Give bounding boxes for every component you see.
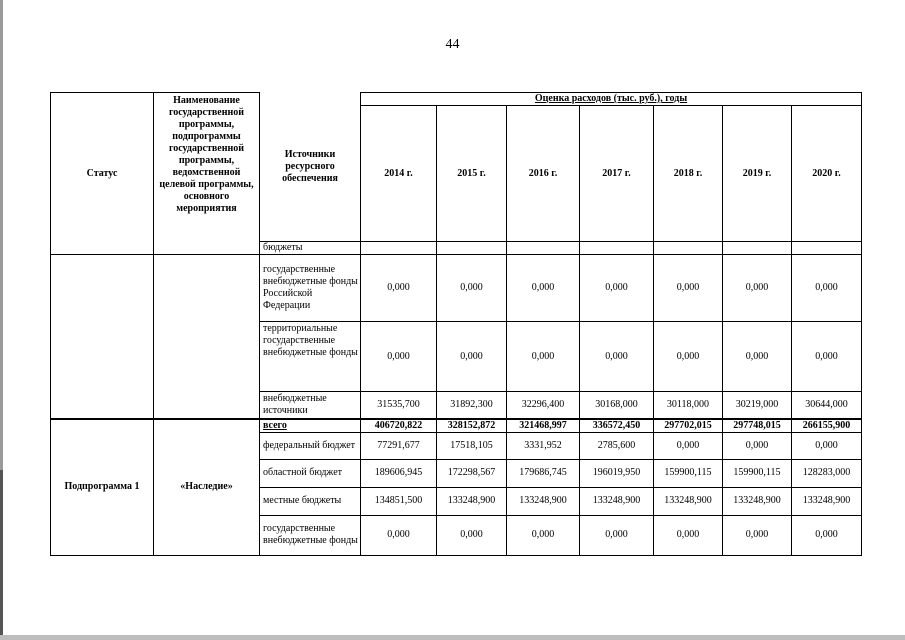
status-cell-empty (51, 255, 154, 419)
value-cell: 32296,400 (507, 392, 580, 419)
source-label: всего (260, 419, 361, 433)
year-2017: 2017 г. (580, 106, 654, 242)
header-sources: Источники ресурсного обеспечения (260, 93, 361, 242)
value-cell: 17518,105 (437, 432, 507, 459)
value-cell: 297702,015 (654, 419, 723, 433)
value-cell: 406720,822 (361, 419, 437, 433)
value-cell: 0,000 (654, 322, 723, 392)
value-cell: 0,000 (437, 515, 507, 555)
value-cell: 0,000 (723, 432, 792, 459)
value-cell: 133248,900 (507, 487, 580, 515)
value-cell (654, 242, 723, 255)
value-cell: 0,000 (580, 255, 654, 322)
value-cell: 266155,900 (792, 419, 862, 433)
header-row-1 (51, 93, 862, 106)
value-cell: 0,000 (723, 255, 792, 322)
value-cell: 0,000 (361, 515, 437, 555)
value-cell: 189606,945 (361, 459, 437, 487)
header-status: Статус (51, 93, 154, 255)
value-cell: 0,000 (437, 322, 507, 392)
value-cell: 3331,952 (507, 432, 580, 459)
header-expenses-group: Оценка расходов (тыс. руб.), годы (361, 93, 862, 106)
table-row-total (51, 419, 862, 433)
value-cell: 0,000 (654, 432, 723, 459)
header-name: Наименование государственной программы, подпрограммы государственной программы, ведомственной целевой программы, основного мероприятия (154, 93, 260, 255)
scan-bottom-edge (0, 635, 905, 640)
value-cell (792, 242, 862, 255)
value-cell: 2785,600 (580, 432, 654, 459)
value-cell (437, 242, 507, 255)
source-label: государственные внебюджетные фонды Российской Федерации (260, 255, 361, 322)
value-cell: 0,000 (792, 432, 862, 459)
year-2015: 2015 г. (437, 106, 507, 242)
value-cell: 0,000 (792, 515, 862, 555)
value-cell: 328152,872 (437, 419, 507, 433)
source-label: бюджеты (260, 242, 361, 255)
year-2014: 2014 г. (361, 106, 437, 242)
year-2019: 2019 г. (723, 106, 792, 242)
value-cell: 30168,000 (580, 392, 654, 419)
page-number: 44 (445, 37, 460, 52)
value-cell: 196019,950 (580, 459, 654, 487)
value-cell: 0,000 (723, 515, 792, 555)
value-cell: 77291,677 (361, 432, 437, 459)
value-cell: 159900,115 (654, 459, 723, 487)
value-cell: 0,000 (654, 255, 723, 322)
value-cell: 159900,115 (723, 459, 792, 487)
value-cell: 0,000 (437, 255, 507, 322)
subprogram-status: Подпрограмма 1 (51, 419, 154, 556)
year-2016: 2016 г. (507, 106, 580, 242)
value-cell: 0,000 (580, 322, 654, 392)
value-cell (361, 242, 437, 255)
value-cell: 30118,000 (654, 392, 723, 419)
value-cell: 133248,900 (723, 487, 792, 515)
value-cell: 133248,900 (792, 487, 862, 515)
source-label: местные бюджеты (260, 487, 361, 515)
value-cell: 134851,500 (361, 487, 437, 515)
value-cell: 31535,700 (361, 392, 437, 419)
value-cell: 0,000 (580, 515, 654, 555)
value-cell: 172298,567 (437, 459, 507, 487)
value-cell: 0,000 (792, 322, 862, 392)
expenses-table (50, 92, 862, 556)
source-label: государственные внебюджетные фонды (260, 515, 361, 555)
value-cell: 0,000 (507, 255, 580, 322)
value-cell: 133248,900 (580, 487, 654, 515)
value-cell: 0,000 (792, 255, 862, 322)
value-cell (580, 242, 654, 255)
value-cell: 179686,745 (507, 459, 580, 487)
value-cell: 133248,900 (437, 487, 507, 515)
scan-left-edge-shadow (0, 470, 3, 640)
value-cell: 30644,000 (792, 392, 862, 419)
value-cell: 0,000 (361, 255, 437, 322)
value-cell: 0,000 (361, 322, 437, 392)
year-2020: 2020 г. (792, 106, 862, 242)
source-label: областной бюджет (260, 459, 361, 487)
year-2018: 2018 г. (654, 106, 723, 242)
subprogram-name: «Наследие» (154, 419, 260, 556)
value-cell: 133248,900 (654, 487, 723, 515)
value-cell: 0,000 (507, 322, 580, 392)
value-cell: 336572,450 (580, 419, 654, 433)
value-cell: 0,000 (507, 515, 580, 555)
source-label: территориальные государственные внебюджетные фонды (260, 322, 361, 392)
table-row (51, 255, 862, 322)
value-cell: 297748,015 (723, 419, 792, 433)
value-cell (723, 242, 792, 255)
value-cell (507, 242, 580, 255)
name-cell-empty (154, 255, 260, 419)
value-cell: 30219,000 (723, 392, 792, 419)
source-label: внебюджетные источники (260, 392, 361, 419)
value-cell: 0,000 (654, 515, 723, 555)
value-cell: 0,000 (723, 322, 792, 392)
value-cell: 128283,000 (792, 459, 862, 487)
source-label: федеральный бюджет (260, 432, 361, 459)
value-cell: 31892,300 (437, 392, 507, 419)
value-cell: 321468,997 (507, 419, 580, 433)
